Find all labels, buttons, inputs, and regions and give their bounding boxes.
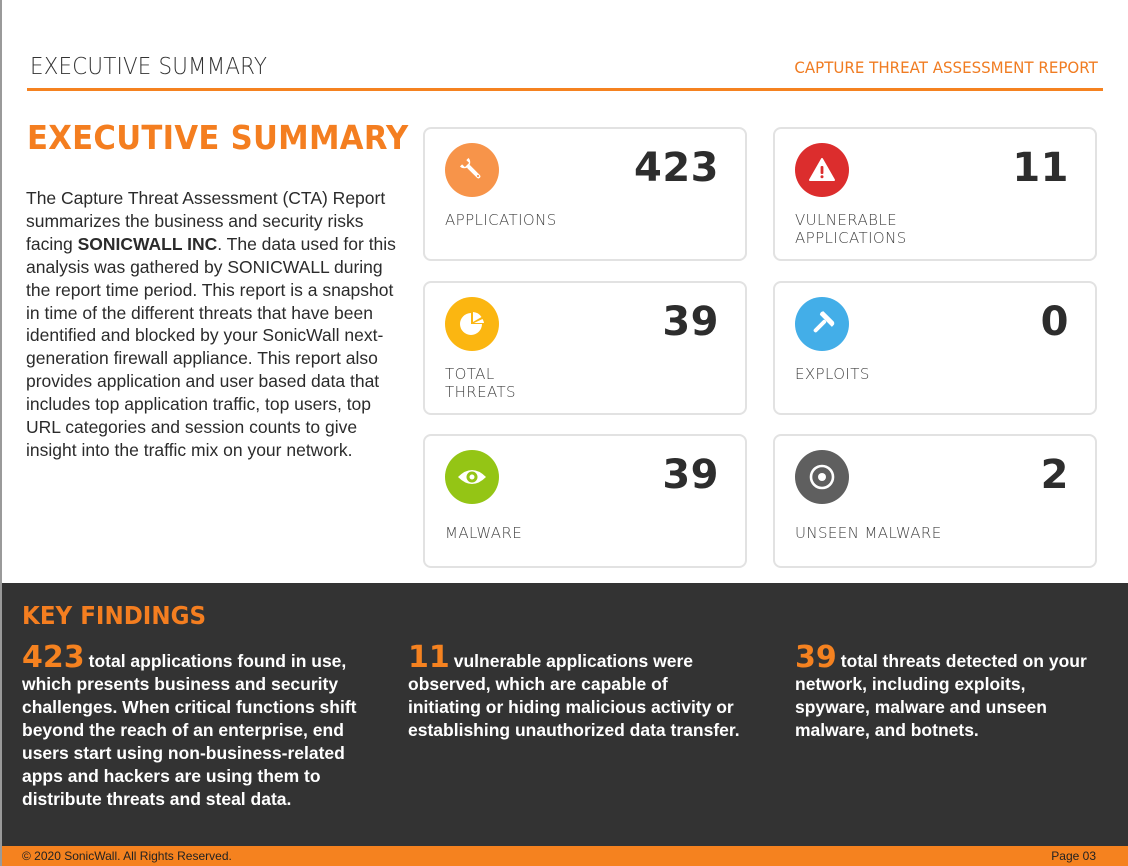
finding-applications bbox=[22, 640, 357, 811]
section-title: EXECUTIVE SUMMARY bbox=[30, 54, 268, 80]
vulnerable-applications-count: 11 bbox=[1012, 145, 1069, 191]
malware-count: 39 bbox=[662, 452, 719, 498]
applications-label: APPLICATIONS bbox=[445, 211, 557, 229]
vulnerable-applications-label: VULNERABLE APPLICATIONS bbox=[795, 211, 907, 247]
page-heading: EXECUTIVE SUMMARY bbox=[27, 118, 409, 157]
unseen-malware-label: UNSEEN MALWARE bbox=[795, 524, 942, 542]
hammer-icon bbox=[795, 297, 849, 351]
malware-label: MALWARE bbox=[445, 524, 523, 542]
footer-bar bbox=[2, 846, 1128, 866]
applications-count: 423 bbox=[634, 145, 719, 191]
warning-icon bbox=[795, 143, 849, 197]
key-findings-title: KEY FINDINGS bbox=[22, 601, 207, 630]
page-number: Page 03 bbox=[1051, 849, 1096, 863]
exploits-count: 0 bbox=[1040, 299, 1069, 345]
total-threats-label: TOTAL THREATS bbox=[445, 365, 516, 401]
eye-icon bbox=[445, 450, 499, 504]
copyright: © 2020 SonicWall. All Rights Reserved. bbox=[22, 849, 232, 863]
card-malware bbox=[423, 434, 747, 568]
company-name: SONICWALL INC bbox=[77, 233, 218, 254]
card-vulnerable-applications bbox=[773, 127, 1097, 261]
report-title: CAPTURE THREAT ASSESSMENT REPORT bbox=[794, 58, 1098, 77]
summary-paragraph bbox=[26, 187, 396, 462]
unseen-malware-count: 2 bbox=[1040, 452, 1069, 498]
wrench-icon bbox=[445, 143, 499, 197]
finding-number: 39 bbox=[795, 640, 837, 675]
exploits-label: EXPLOITS bbox=[795, 365, 870, 383]
finding-text: total threats detected on your network, including exploits, spyware, malware and unseen malware, and botnets. bbox=[795, 651, 1087, 740]
finding-number: 11 bbox=[408, 640, 450, 675]
summary-text-start: The Capture Threat Assessment (CTA) Report summarizes the business and security risks facing bbox=[26, 188, 386, 254]
finding-vulnerable bbox=[408, 640, 743, 742]
card-total-threats bbox=[423, 281, 747, 415]
total-threats-count: 39 bbox=[662, 299, 719, 345]
finding-number: 423 bbox=[22, 640, 85, 675]
target-icon bbox=[795, 450, 849, 504]
finding-threats bbox=[795, 640, 1095, 742]
pie-chart-icon bbox=[445, 297, 499, 351]
finding-text: total applications found in use, which presents business and security challenges. When critical functions shift beyond the reach of an enterprise, end users start using non-business-related apps and hackers are using them to distribute threats and steal data. bbox=[22, 651, 357, 809]
summary-text-end: . The data used for this analysis was gathered by SONICWALL during the report time period. This report is a snapshot in time of the different threats that have been identified and blocked by your SonicWall next-generation firewall appliance. This report also provides application and user based data that includes top application traffic, top users, top URL categories and session counts to give insight into the traffic mix on your network. bbox=[26, 233, 396, 460]
finding-text: vulnerable applications were observed, which are capable of initiating or hiding malicious activity or establishing unauthorized data transfer. bbox=[408, 651, 740, 740]
card-applications bbox=[423, 127, 747, 261]
card-exploits bbox=[773, 281, 1097, 415]
header-divider bbox=[27, 88, 1103, 91]
card-unseen-malware bbox=[773, 434, 1097, 568]
